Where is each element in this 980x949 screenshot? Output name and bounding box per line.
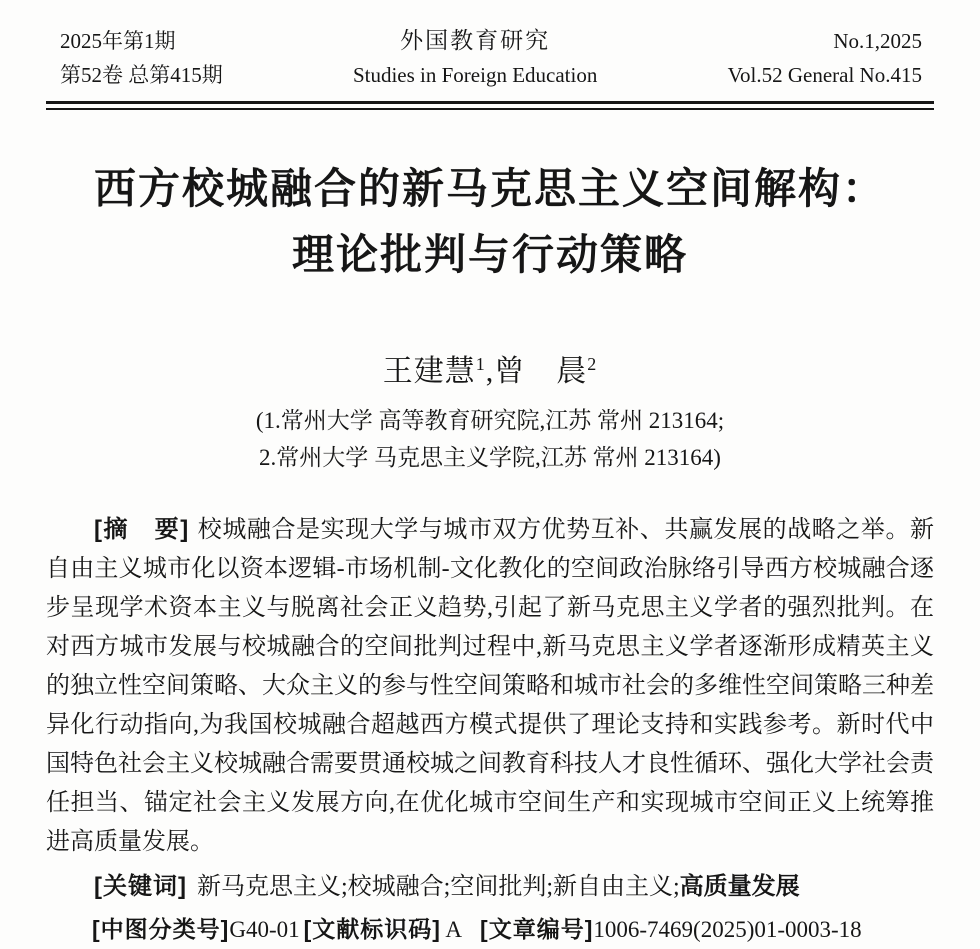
keywords-label: [关键词] <box>94 873 187 900</box>
volume-line-en: Vol.52 General No.415 <box>727 63 922 87</box>
authors-line <box>46 346 934 390</box>
article-title-line2: 理论批判与行动策略 <box>291 231 688 278</box>
author-affiliation-sup-1: 1 <box>475 354 486 374</box>
clc-number-label: [中图分类号] <box>92 916 230 942</box>
article-id-value: 1006-7469(2025)01-0003-18 <box>593 917 862 942</box>
journal-title-cn: 外国教育研究 <box>400 28 551 53</box>
article-title-line1: 西方校城融合的新马克思主义空间解构： <box>93 165 886 212</box>
journal-masthead <box>46 20 934 92</box>
keywords-line <box>46 867 934 907</box>
issue-line-cn: 2025年第1期 <box>60 29 176 53</box>
abstract-label: [摘 要] <box>94 516 190 543</box>
masthead-journal-title <box>353 24 597 92</box>
keywords-text: 新马克思主义;校城融合;空间批判;新自由主义; <box>196 874 680 900</box>
header-divider-rule <box>46 101 934 110</box>
affiliations-block <box>46 402 934 476</box>
document-code-label: [文献标识码] <box>303 916 441 942</box>
author-name-1: 王建慧 <box>382 355 476 388</box>
affiliation-line-2: 2.常州大学 马克思主义学院,江苏 常州 213164) <box>259 445 721 470</box>
author-name-2: ,曾 晨 <box>485 355 588 388</box>
classification-line <box>46 910 934 949</box>
volume-line-cn: 第52卷 总第415期 <box>60 63 223 87</box>
clc-number-value: G40-01 <box>229 917 300 942</box>
abstract-paragraph <box>46 510 934 862</box>
document-code-value: A <box>445 917 463 942</box>
masthead-issue-info-en <box>728 24 922 92</box>
author-affiliation-sup-2: 2 <box>587 354 598 374</box>
journal-title-en: Studies in Foreign Education <box>352 63 598 87</box>
abstract-text: 校城融合是实现大学与城市双方优势互补、共赢发展的战略之举。新自由主义城市化以资本逻辑-市场机制-文化教化的空间政治脉络引导西方校城融合逐步呈现学术资本主义与脱离社会正义趋势,引起了新马克思主义学者的强烈批判。在对西方城市发展与校城融合的空间批判过程中,新马克思主义学者逐渐形成精英主义的独立性空间策略、大众主义的参与性空间策略和城市社会的多维性空间策略三种差异化行动指向,为我国校城融合超越西方模式提供了理论支持和实践参考。新时代中国特色社会主义校城融合需要贯通校城之间教育科技人才良性循环、强化大学社会责任担当、锚定社会主义发展方向,在优化城市空间生产和实现城市空间正义上统筹推进高质量发展。 <box>46 517 935 855</box>
keywords-highlight: 高质量发展 <box>679 873 800 900</box>
article-id-label: [文章编号] <box>480 916 594 942</box>
masthead-issue-info <box>60 24 223 92</box>
article-title <box>46 156 934 288</box>
affiliation-line-1: (1.常州大学 高等教育研究院,江苏 常州 213164; <box>255 408 725 433</box>
issue-line-en: No.1,2025 <box>833 29 922 53</box>
